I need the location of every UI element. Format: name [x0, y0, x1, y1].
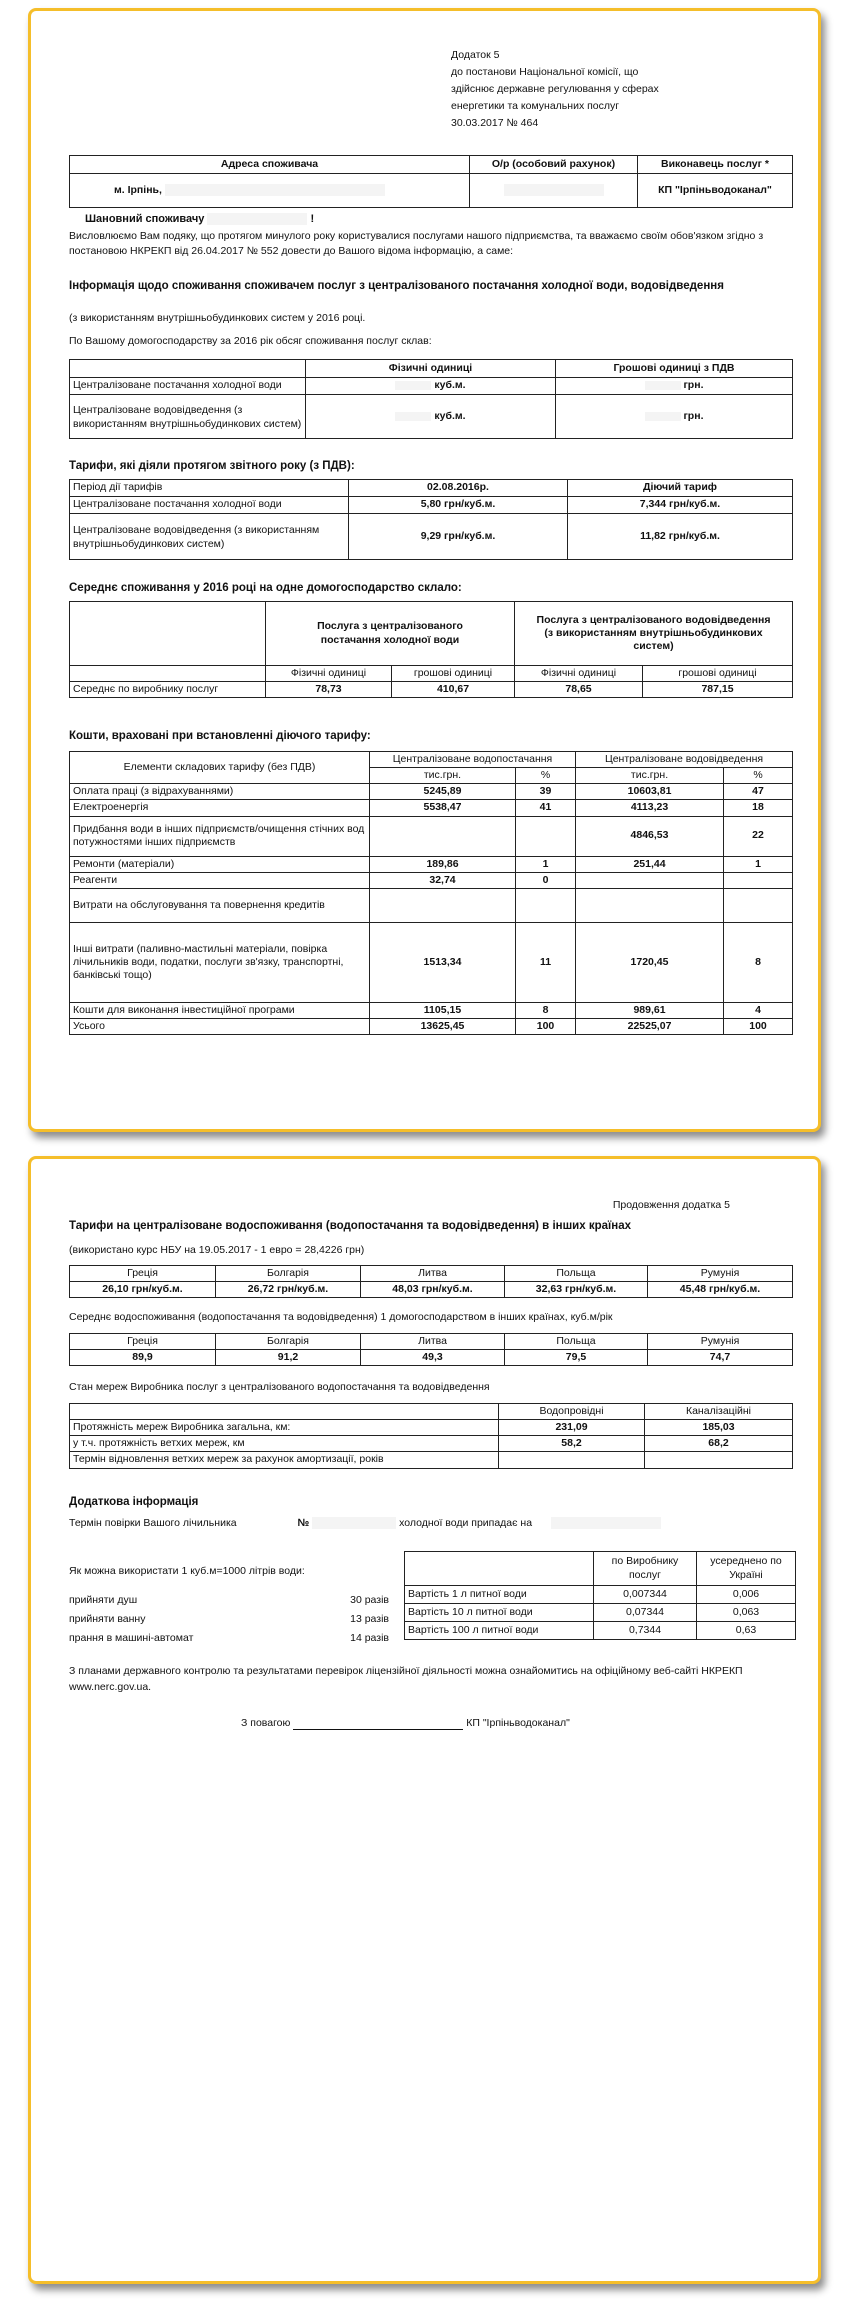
sewer-service-header: Послуга з централізованого водовідведення (з використанням внутрішньобудинкових систем) [515, 602, 793, 666]
country-price: 32,63 грн/куб.м. [505, 1282, 648, 1298]
network-table [69, 1403, 793, 1469]
country-header: Румунія [648, 1334, 793, 1350]
units-header: тис.грн. [576, 768, 724, 784]
sewer-header: Централізоване водовідведення [576, 752, 793, 768]
country-header: Польща [505, 1266, 648, 1282]
row-label: Централізоване постачання холодної води [70, 378, 306, 395]
use-label: прийняти душ [69, 1594, 138, 1606]
tariff-value: 11,82 грн/куб.м. [568, 514, 793, 560]
provider-header: Виконавець послуг * [638, 156, 793, 174]
row-label: у т.ч. протяжність ветхих мереж, км [70, 1436, 499, 1452]
row-label: Централізоване водовідведення (з використанням внутрішньобудинкових систем) [70, 514, 349, 560]
blank-cell [70, 666, 266, 682]
cost-value: 0,07344 [594, 1604, 697, 1622]
cost-value [370, 816, 516, 856]
redacted-value [395, 381, 431, 390]
meter-text-2: холодної води припадає на [399, 1517, 533, 1529]
blank-cell [70, 1404, 499, 1420]
water-service-header: Послуга з централізованого постачання холодної води [266, 602, 515, 666]
redacted-account [504, 184, 604, 196]
provider-cost-header: по Виробнику послуг [594, 1552, 697, 1586]
cost-percent: 47 [724, 784, 793, 800]
unit: куб.м. [434, 379, 466, 392]
salutation [85, 213, 314, 227]
cost-value: 5538,47 [370, 800, 516, 816]
cost-value: 13625,45 [370, 1018, 516, 1034]
unit-cell [556, 378, 793, 395]
cost-value: 1720,45 [576, 922, 724, 1002]
country-header: Литва [361, 1266, 505, 1282]
city: м. Ірпінь, [114, 183, 162, 196]
signature-block [241, 1717, 570, 1730]
table-row [405, 1586, 796, 1604]
cost-percent [724, 872, 793, 888]
cost-element: Інші витрати (паливно-мастильні матеріали, повірка лічильників води, податки, послуги зв'язку, транспортні, банківські тощо) [70, 922, 370, 1002]
cost-value: 10603,81 [576, 784, 724, 800]
consumption-table [69, 359, 793, 439]
cost-element: Реагенти [70, 872, 370, 888]
unit-header: Фізичні одиниці [266, 666, 392, 682]
cost-percent: 41 [516, 800, 576, 816]
tariffs-title: Тарифи, які діяли протягом звітного року (з ПДВ): [69, 460, 355, 472]
table-row [70, 888, 793, 922]
regards-text: З повагою [241, 1717, 291, 1729]
average-title: Середнє споживання у 2016 році на одне домогосподарство склало: [69, 582, 462, 594]
cost-value: 251,44 [576, 856, 724, 872]
average-value: 78,65 [515, 682, 643, 698]
consumption-title: Інформація щодо споживання споживачем послуг з централізованого постачання холодної води, водовідведення [69, 280, 724, 292]
water-cost-table [404, 1551, 796, 1640]
row-label: Протяжність мереж Виробника загальна, км: [70, 1420, 499, 1436]
country-consumption: 91,2 [216, 1350, 361, 1366]
cost-element: Кошти для виконання інвестиційної програми [70, 1002, 370, 1018]
tariff-value: 7,344 грн/куб.м. [568, 497, 793, 514]
cost-value [576, 872, 724, 888]
cost-value: 189,86 [370, 856, 516, 872]
cost-percent: 100 [724, 1018, 793, 1034]
table-row [70, 922, 793, 1002]
elements-header: Елементи складових тарифу (без ПДВ) [70, 752, 370, 784]
header-line: енергетики та комунальних послуг [451, 100, 620, 112]
network-value: 231,09 [499, 1420, 645, 1436]
country-consumption: 49,3 [361, 1350, 505, 1366]
country-price: 26,10 грн/куб.м. [70, 1282, 216, 1298]
network-value: 185,03 [645, 1420, 793, 1436]
unit: куб.м. [434, 409, 466, 422]
redacted-value [645, 412, 681, 421]
cost-value [370, 888, 516, 922]
cost-value: 4113,23 [576, 800, 724, 816]
cost-value [576, 888, 724, 922]
cost-value: 989,61 [576, 1002, 724, 1018]
tariff-value: 9,29 грн/куб.м. [349, 514, 568, 560]
water-header: Централізоване водопостачання [370, 752, 576, 768]
cost-value: 0,7344 [594, 1622, 697, 1640]
use-label: прийняти ванну [69, 1613, 146, 1625]
foreign-consumption-table [69, 1333, 793, 1366]
tariff-value: 5,80 грн/куб.м. [349, 497, 568, 514]
cost-element: Оплата праці (з відрахуваннями) [70, 784, 370, 800]
unit-header: Фізичні одиниці [515, 666, 643, 682]
cost-percent [516, 816, 576, 856]
row-label: Централізоване постачання холодної води [70, 497, 349, 514]
cost-value: 0,006 [697, 1586, 796, 1604]
table-row [70, 800, 793, 816]
list-item [69, 1610, 389, 1629]
exchange-rate-note: (використано курс НБУ на 19.05.2017 - 1 евро = 28,4226 грн) [69, 1244, 365, 1256]
cost-value: 5245,89 [370, 784, 516, 800]
redacted-value [395, 412, 431, 421]
redacted-address [165, 184, 385, 196]
table-row [70, 872, 793, 888]
cost-percent: 8 [516, 1002, 576, 1018]
cost-percent [724, 888, 793, 922]
cost-percent: 100 [516, 1018, 576, 1034]
tariffs-table [69, 479, 793, 560]
cost-label: Вартість 1 л питнoї води [405, 1586, 594, 1604]
cost-percent: 39 [516, 784, 576, 800]
country-consumption: 79,5 [505, 1350, 648, 1366]
country-header: Болгарія [216, 1266, 361, 1282]
average-value: 787,15 [643, 682, 793, 698]
country-price: 26,72 грн/куб.м. [216, 1282, 361, 1298]
cost-value: 1105,15 [370, 1002, 516, 1018]
row-label: Середнє по виробнику послуг [70, 682, 266, 698]
table-row [405, 1604, 796, 1622]
account-cell [470, 174, 638, 208]
cost-value: 0,63 [697, 1622, 796, 1640]
unit-cell [306, 395, 556, 439]
country-header: Болгарія [216, 1334, 361, 1350]
average-table [69, 601, 793, 698]
tariff-date: 02.08.2016р. [349, 480, 568, 497]
header-line: Додаток 5 [451, 49, 500, 61]
cost-percent: 8 [724, 922, 793, 1002]
redacted-meter-date [551, 1517, 661, 1529]
network-value: 68,2 [645, 1436, 793, 1452]
consumption-subtitle: (з використанням внутрішньобудинкових систем у 2016 році. [69, 312, 366, 324]
network-value: 58,2 [499, 1436, 645, 1452]
cost-percent: 4 [724, 1002, 793, 1018]
average-value: 410,67 [392, 682, 515, 698]
cost-element: Електроенергія [70, 800, 370, 816]
salutation-exclaim: ! [310, 213, 315, 225]
unit: грн. [683, 409, 704, 422]
redacted-name [207, 213, 307, 225]
cost-value: 32,74 [370, 872, 516, 888]
average-value: 78,73 [266, 682, 392, 698]
use-label: прання в машині-автомат [69, 1632, 194, 1644]
meter-text: Термін повірки Вашого лічильника [69, 1517, 237, 1529]
country-consumption: 89,9 [70, 1350, 216, 1366]
address-cell [70, 174, 470, 208]
cost-element: Витрати на обслуговування та повернення кредитів [70, 888, 370, 922]
country-price: 48,03 грн/куб.м. [361, 1282, 505, 1298]
cost-percent: 1 [516, 856, 576, 872]
water-network-header: Водопровідні [499, 1404, 645, 1420]
country-header: Литва [361, 1334, 505, 1350]
row-label: Централізоване водовідведення (з використанням внутрішньобудинкових систем) [70, 395, 306, 439]
percent-header: % [516, 768, 576, 784]
document-page-1 [28, 8, 821, 1132]
country-header: Греція [70, 1266, 216, 1282]
signature-line [293, 1718, 463, 1730]
cost-element: Придбання води в інших підприємств/очищення стічних вод потужностями інших підприємств [70, 816, 370, 856]
meter-number-label: № [297, 1517, 310, 1529]
consumption-intro: По Вашому домогосподарству за 2016 рік обсяг споживання послуг склав: [69, 335, 432, 347]
unit: грн. [683, 379, 704, 392]
costs-title: Кошти, враховані при встановленні діючого тарифу: [69, 730, 371, 742]
cost-value: 4846,53 [576, 816, 724, 856]
foreign-tariffs-table [69, 1265, 793, 1298]
row-label: Період дії тарифів [70, 480, 349, 497]
signer-name: КП "Ірпіньводоканал" [466, 1717, 570, 1729]
table-row [70, 1002, 793, 1018]
current-tariff-header: Діючий тариф [568, 480, 793, 497]
table-row [70, 784, 793, 800]
water-use-title: Як можна використати 1 куб.м=1000 літрів води: [69, 1565, 305, 1577]
country-header: Греція [70, 1334, 216, 1350]
country-header: Румунія [648, 1266, 793, 1282]
table-row [70, 816, 793, 856]
header-line: до постанови Національної комісії, що [451, 66, 639, 78]
header-line: здійснює державне регулювання у сферах [451, 83, 659, 95]
sewer-network-header: Каналізаційні [645, 1404, 793, 1420]
consumer-table [69, 155, 793, 208]
cost-percent: 1 [724, 856, 793, 872]
provider-cell: КП "Ірпіньводоканал" [638, 174, 793, 208]
blank-cell [405, 1552, 594, 1586]
ukraine-cost-header: усереднено по Україні [697, 1552, 796, 1586]
avg-consumption-title: Середнє водоспоживання (водопостачання та водовідведення) 1 домогосподарством в інших країнах, куб.м/рік [69, 1311, 613, 1323]
cost-percent: 22 [724, 816, 793, 856]
physical-header: Фізичні одиниці [306, 360, 556, 378]
account-header: О/р (особовий рахунок) [470, 156, 638, 174]
list-item [69, 1629, 389, 1648]
use-value: 30 разів [350, 1594, 389, 1606]
continuation-label: Продовження додатка 5 [612, 1199, 730, 1211]
table-row [70, 856, 793, 872]
list-item [69, 1591, 389, 1610]
table-row [70, 1018, 793, 1034]
salutation-text: Шановний споживачу [85, 213, 205, 225]
cost-element: Ремонти (матеріали) [70, 856, 370, 872]
foreign-tariffs-title: Тарифи на централізоване водоспоживання (водопостачання та водовідведення) в інших країнах [69, 1220, 631, 1232]
footer-note: З планами державного контролю та результатами перевірок ліцензійної діяльності можна ознайомитись на офіційному веб-сайті НКРЕКП www.nerc.gov.ua. [69, 1665, 743, 1693]
blank-cell [70, 360, 306, 378]
network-title: Стан мереж Виробника послуг з централізованого водопостачання та водовідведення [69, 1381, 490, 1393]
extra-info-title: Додаткова інформація [69, 1496, 199, 1508]
country-price: 45,48 грн/куб.м. [648, 1282, 793, 1298]
cost-value: 0,007344 [594, 1586, 697, 1604]
redacted-value [645, 381, 681, 390]
cost-percent: 0 [516, 872, 576, 888]
blank-cell [70, 602, 266, 666]
cost-element: Усього [70, 1018, 370, 1034]
header-line: 30.03.2017 № 464 [451, 117, 539, 129]
costs-table [69, 751, 793, 1035]
water-use-list [69, 1591, 389, 1648]
cost-percent [516, 888, 576, 922]
unit-cell [556, 395, 793, 439]
unit-header: грошові одиниці [392, 666, 515, 682]
country-consumption: 74,7 [648, 1350, 793, 1366]
address-header: Адреса споживача [70, 156, 470, 174]
unit-header: грошові одиниці [643, 666, 793, 682]
cost-label: Вартість 10 л питнoї води [405, 1604, 594, 1622]
units-header: тис.грн. [370, 768, 516, 784]
cost-percent: 11 [516, 922, 576, 1002]
redacted-meter-number [312, 1517, 396, 1529]
cost-value: 22525,07 [576, 1018, 724, 1034]
appendix-header [451, 47, 781, 132]
cost-value: 1513,34 [370, 922, 516, 1002]
money-header: Грошові одиниці з ПДВ [556, 360, 793, 378]
network-value [499, 1452, 645, 1468]
cost-percent: 18 [724, 800, 793, 816]
table-row [405, 1622, 796, 1640]
network-value [645, 1452, 793, 1468]
document-page-2 [28, 1156, 821, 2284]
unit-cell [306, 378, 556, 395]
use-value: 14 разів [350, 1632, 389, 1644]
country-header: Польща [505, 1334, 648, 1350]
greeting-text: Висловлюємо Вам подяку, що протягом минулого року користувалися послугами нашого підприємства, та вважаємо своїм обов'язком згідно з постановою НКРЕКП від 26.04.2017 № 552 довести до Вашого відома інформацію, а саме: [69, 230, 764, 257]
percent-header: % [724, 768, 793, 784]
cost-label: Вартість 100 л питнoї води [405, 1622, 594, 1640]
row-label: Термін відновлення ветхих мереж за рахунок амортизації, років [70, 1452, 499, 1468]
meter-info [69, 1517, 789, 1530]
cost-value: 0,063 [697, 1604, 796, 1622]
use-value: 13 разів [350, 1613, 389, 1625]
